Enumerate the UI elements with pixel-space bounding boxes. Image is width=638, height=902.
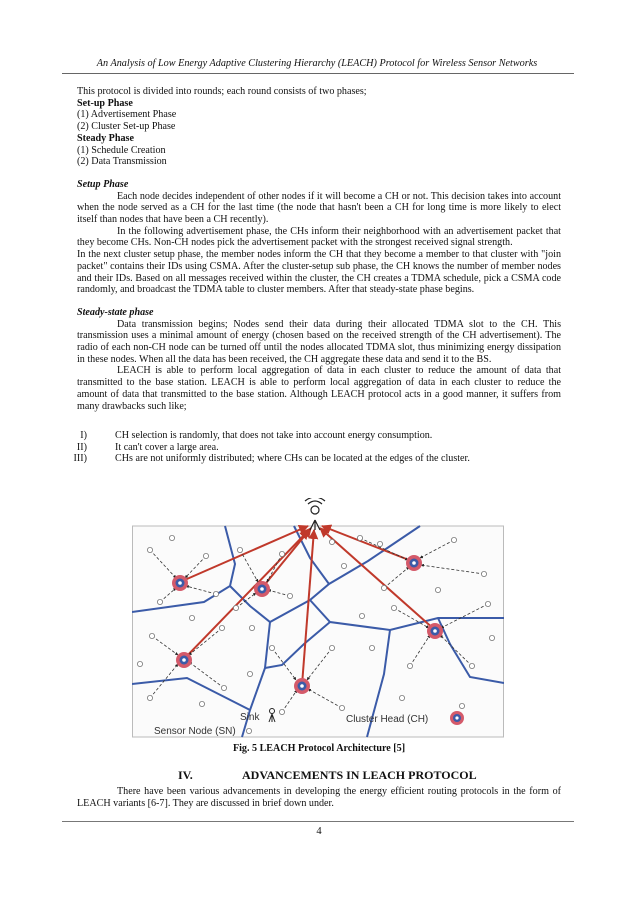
header-rule [62,73,574,74]
setup-paragraph: In the following advertisement phase, the CHs inform their neighborhood with an advertisement packet that they become CHs. Non-CH nodes pick the advertisement packet with the strongest received signal strength. [77,225,561,249]
list-text: It can't cover a large area. [115,441,219,453]
section-text [77,786,561,809]
main-text [77,86,561,412]
cluster-head [254,581,270,597]
setup-phase-heading: Set-up Phase [77,97,133,109]
intro-line: This protocol is divided into rounds; each round consists of two phases; [77,86,367,97]
setup-paragraph: In the next cluster setup phase, the member nodes inform the CH that they become a member to that cluster with "join packet" contains their IDs using CSMA. After the cluster-setup sub phase, the CH knows the number of member nodes and their IDs. Based on all messages received within the cluster, the CH creates a TDMA schedule, pick a CSMA code randomly, and broadcast the TDMA table to cluster members. After that steady-state phase begins. [77,249,561,296]
cluster-head [172,575,188,591]
setup-item: (2) Cluster Set-up Phase [77,121,176,133]
list-number: III) [73,453,87,465]
cluster-head [294,678,310,694]
steady-subheading: Steady-state phase [77,306,154,318]
section-heading [178,768,477,783]
legend-sink-label: Sink [240,712,260,723]
leach-architecture-figure [132,498,504,738]
steady-phase-heading: Steady Phase [77,132,134,144]
ch-legend-icon [450,711,464,725]
section-paragraph: There have been various advancements in developing the energy efficient routing protocols in the form of LEACH variants [6-7]. They are discussed in brief down under. [77,786,561,809]
running-header: An Analysis of Low Energy Adaptive Clustering Hierarchy (LEACH) Protocol for Wireless Sensor Networks [96,58,538,69]
list-text: CH selection is randomly, that does not take into account energy consumption. [115,430,433,441]
steady-paragraph: LEACH is able to perform local aggregation of data in each cluster to reduce the amount of data that transmitted to the base station. LEACH is able to perform local aggregation of data in each cluster to reduce the amount of data that transmitted to the base station. Although LEACH protocol acts in a good manner, it suffers from many drawbacks such like; [77,365,561,412]
cluster-head [427,623,443,639]
list-item [57,442,567,454]
section-title: ADVANCEMENTS IN LEACH PROTOCOL [242,768,477,782]
list-item [57,453,567,465]
list-number: I) [80,430,87,441]
list-item [57,430,567,442]
sink-antenna-icon [305,498,325,530]
cluster-head [176,652,192,668]
steady-item: (1) Schedule Creation [77,144,166,156]
sn-legend-icon [246,728,251,733]
setup-subheading: Setup Phase [77,178,129,190]
list-text: CHs are not uniformly distributed; where CHs can be located at the edges of the cluster. [115,453,470,465]
steady-item: (2) Data Transmission [77,156,167,168]
footer-rule [62,821,574,822]
setup-item: (1) Advertisement Phase [77,109,177,121]
steady-paragraph: Data transmission begins; Nodes send their data during their allocated TDMA slot to the CH. This transmission uses a minimal amount of energy (chosen based on the received strength of the CH advertisement). The radio of each non-CH node can be turned off until the nodes allocated TDMA slot, thus minimizing energy dissipation in these nodes. When all the data has been received, the CH aggregate these data and send it to the BS. [77,318,561,365]
page-number: 4 [316,826,322,837]
setup-paragraph: Each node decides independent of other nodes if it will become a CH or not. This decision takes into account when the node served as a CH for the last time (the node that hasn't been a CH for long time is more likely to elect itself than nodes that have been a CH recently). [77,190,561,226]
figure-caption: Fig. 5 LEACH Protocol Architecture [5] [232,743,406,754]
section-number: IV. [178,768,193,782]
legend-sn-label: Sensor Node (SN) [154,726,236,737]
drawbacks-list [57,430,567,465]
cluster-head [406,555,422,571]
list-number: II) [76,441,87,453]
legend-ch-label: Cluster Head (CH) [346,714,429,725]
